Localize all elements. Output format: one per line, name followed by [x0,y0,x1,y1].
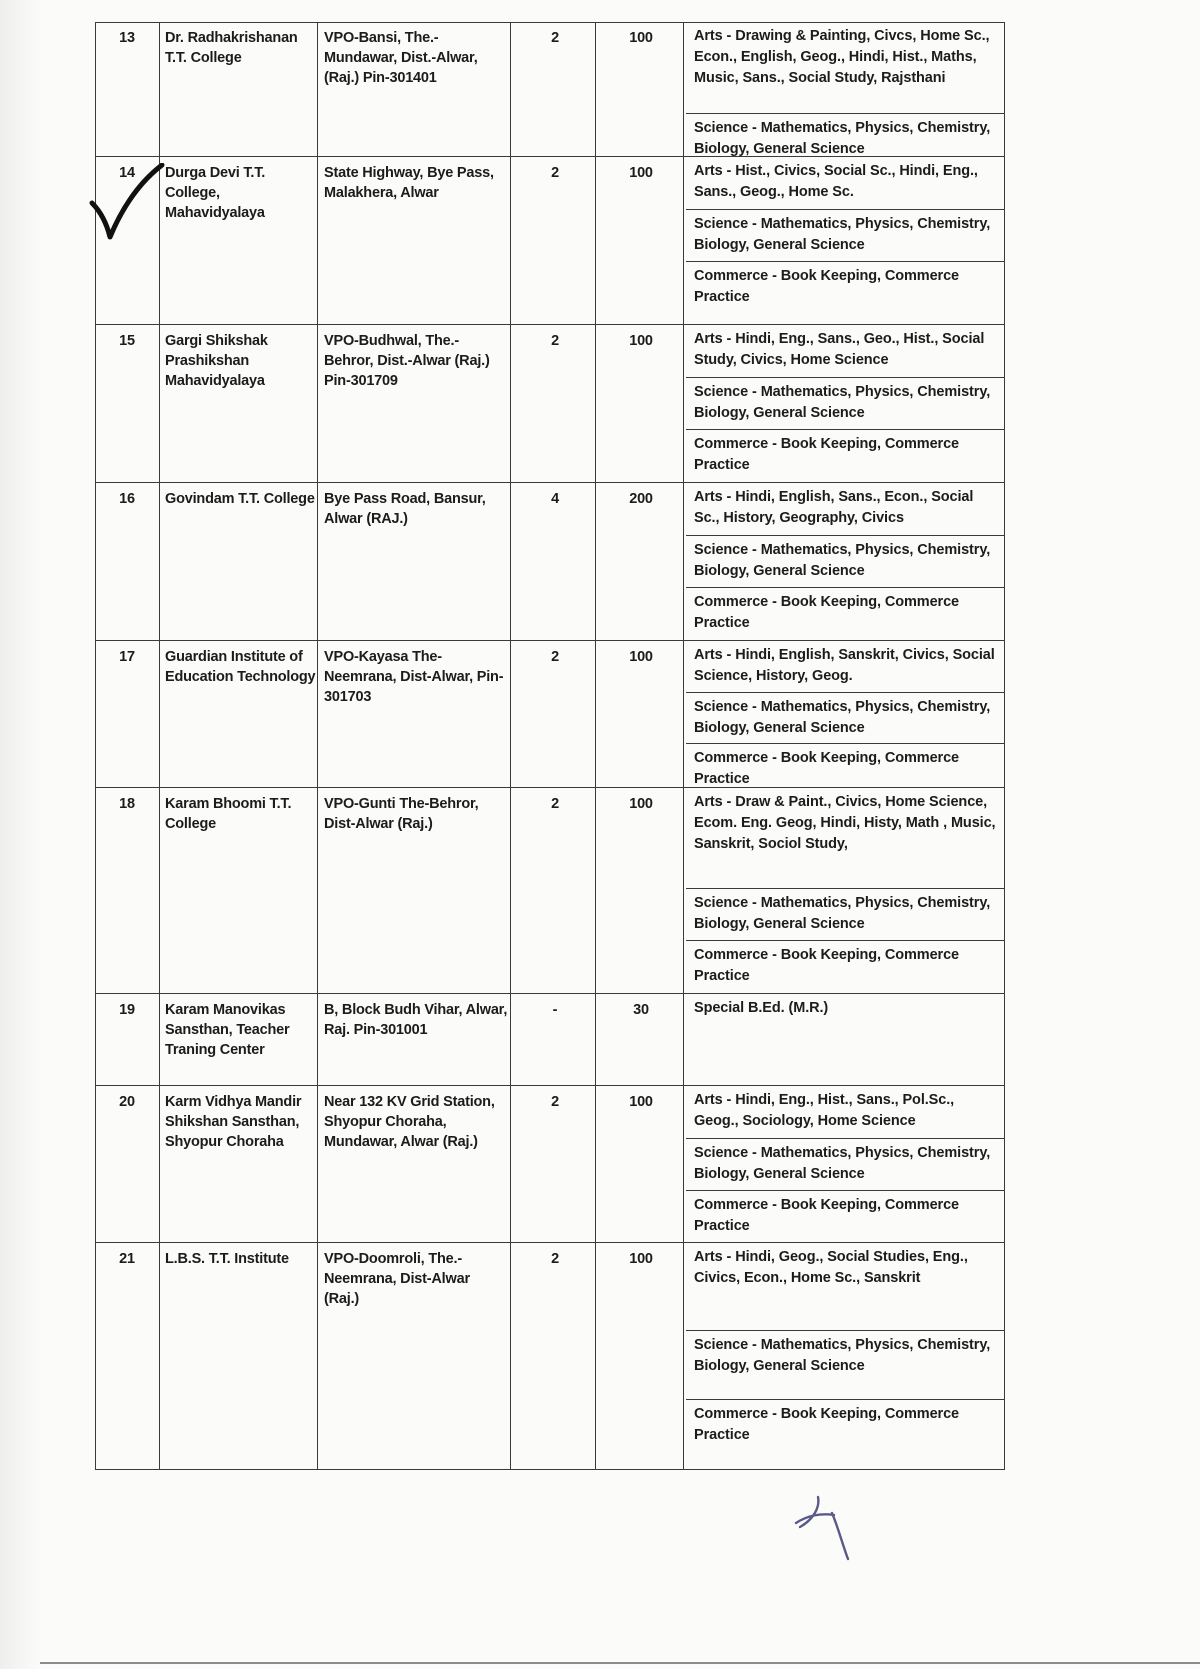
subjects-cell [686,157,1004,324]
subject-commerce: Commerce - Book Keeping, Commerce Practice [686,261,1004,313]
seats-count: 100 [629,30,653,46]
table-row [95,640,1005,787]
subject-science: Science - Mathematics, Physics, Chemistry, Biology, General Science [686,377,1004,429]
units-count: 2 [551,30,559,46]
serial-number: 15 [119,333,135,349]
college-name: Karam Manovikas Sansthan, Teacher Traning Center [165,1002,290,1058]
table-row [95,787,1005,993]
subject-commerce: Commerce - Book Keeping, Commerce Practice [686,940,1004,994]
subject-science: Science - Mathematics, Physics, Chemistry, Biology, General Science [686,113,1004,156]
subjects-cell [686,22,1004,156]
subjects-cell [686,994,1004,1085]
seats-count: 100 [629,1251,653,1267]
college-name: Govindam T.T. College [165,491,315,507]
subjects-cell [686,641,1004,787]
subject-special: Special B.Ed. (M.R.) [694,1000,829,1016]
serial-number: 17 [119,649,135,665]
table-row [95,993,1005,1085]
subject-arts: Arts - Hindi, Eng., Sans., Geo., Hist., Social Study, Civics, Home Science [694,331,985,368]
table-row [95,324,1005,482]
subject-commerce: Commerce - Book Keeping, Commerce Practice [686,429,1004,483]
subject-commerce: Commerce - Book Keeping, Commerce Practice [686,1399,1004,1471]
subject-commerce: Commerce - Book Keeping, Commerce Practice [686,1190,1004,1243]
subject-science: Science - Mathematics, Physics, Chemistry, Biology, General Science [686,692,1004,743]
serial-number: 14 [119,165,135,181]
table-row [95,482,1005,640]
serial-number: 16 [119,491,135,507]
handwritten-page-mark [788,1493,858,1573]
serial-number: 13 [119,30,135,46]
units-count: 2 [551,649,559,665]
seats-count: 100 [629,649,653,665]
subject-science: Science - Mathematics, Physics, Chemistry, Biology, General Science [686,888,1004,940]
seats-count: 100 [629,1094,653,1110]
table-row [95,1242,1005,1470]
subject-arts: Arts - Hist., Civics, Social Sc., Hindi, Eng., Sans., Geog., Home Sc. [694,163,978,200]
subject-science: Science - Mathematics, Physics, Chemistry, Biology, General Science [686,535,1004,587]
page-bottom-edge [40,1662,1200,1664]
subjects-cell [686,483,1004,640]
scan-edge-shadow [0,0,40,1669]
college-name: Gargi Shikshak Prashikshan Mahavidyalaya [165,333,268,389]
seats-count: 200 [629,491,653,507]
subject-commerce: Commerce - Book Keeping, Commerce Practice [686,587,1004,641]
college-address: VPO-Budhwal, The.-Behror, Dist.-Alwar (Raj.) Pin-301709 [324,333,490,389]
college-address: State Highway, Bye Pass, Malakhera, Alwar [324,165,494,201]
college-address: B, Block Budh Vihar, Alwar, Raj. Pin-301001 [324,1002,508,1038]
serial-number: 21 [119,1251,135,1267]
seats-count: 30 [633,1002,649,1018]
seats-count: 100 [629,333,653,349]
college-address: Near 132 KV Grid Station, Shyopur Choraha, Mundawar, Alwar (Raj.) [324,1094,495,1150]
subject-arts: Arts - Drawing & Painting, Civcs, Home Sc., Econ., English, Geog., Hindi, Hist., Maths, Music, Sans., Social Study, Rajsthani [694,28,990,86]
serial-number: 19 [119,1002,135,1018]
college-name: Dr. Radhakrishanan T.T. College [165,30,298,66]
seats-count: 100 [629,165,653,181]
college-address: VPO-Kayasa The-Neemrana, Dist-Alwar, Pin-301703 [324,649,504,705]
subject-science: Science - Mathematics, Physics, Chemistry, Biology, General Science [686,1138,1004,1190]
units-count: 2 [551,796,559,812]
subject-arts: Arts - Draw & Paint., Civics, Home Science, Ecom. Eng. Geog, Hindi, Histy, Math , Music, Sanskrit, Sociol Study, [694,794,996,852]
handwritten-checkmark [88,163,168,243]
college-address: Bye Pass Road, Bansur, Alwar (RAJ.) [324,491,486,527]
units-count: 4 [551,491,559,507]
units-count: 2 [551,333,559,349]
serial-number: 18 [119,796,135,812]
subject-arts: Arts - Hindi, Eng., Hist., Sans., Pol.Sc., Geog., Sociology, Home Science [694,1092,955,1129]
college-address: VPO-Bansi, The.-Mundawar, Dist.-Alwar, (Raj.) Pin-301401 [324,30,478,86]
college-name: Karam Bhoomi T.T. College [165,796,292,832]
subject-arts: Arts - Hindi, English, Sans., Econ., Social Sc., History, Geography, Civics [694,489,974,526]
table-row [95,22,1005,156]
subject-arts: Arts - Hindi, English, Sanskrit, Civics, Social Science, History, Geog. [694,647,995,684]
table-row [95,156,1005,324]
college-name: Guardian Institute of Education Technology [165,649,316,685]
subject-science: Science - Mathematics, Physics, Chemistry, Biology, General Science [686,1330,1004,1399]
college-name: Durga Devi T.T. College, Mahavidyalaya [165,165,266,221]
units-count: 2 [551,1251,559,1267]
subjects-cell [686,1243,1004,1470]
college-name: Karm Vidhya Mandir Shikshan Sansthan, Shyopur Choraha [165,1094,302,1150]
college-address: VPO-Doomroli, The.-Neemrana, Dist-Alwar (Raj.) [324,1251,470,1307]
units-count: 2 [551,1094,559,1110]
college-address: VPO-Gunti The-Behror, Dist-Alwar (Raj.) [324,796,479,832]
subject-arts: Arts - Hindi, Geog., Social Studies, Eng., Civics, Econ., Home Sc., Sanskrit [694,1249,968,1286]
subjects-cell [686,1086,1004,1242]
seats-count: 100 [629,796,653,812]
subject-commerce: Commerce - Book Keeping, Commerce Practice [686,743,1004,788]
units-count: 2 [551,165,559,181]
serial-number: 20 [119,1094,135,1110]
college-name: L.B.S. T.T. Institute [165,1251,289,1267]
subjects-cell [686,325,1004,482]
subjects-cell [686,788,1004,993]
units-count: - [552,1002,558,1018]
table-row [95,1085,1005,1242]
subject-science: Science - Mathematics, Physics, Chemistry, Biology, General Science [686,209,1004,261]
